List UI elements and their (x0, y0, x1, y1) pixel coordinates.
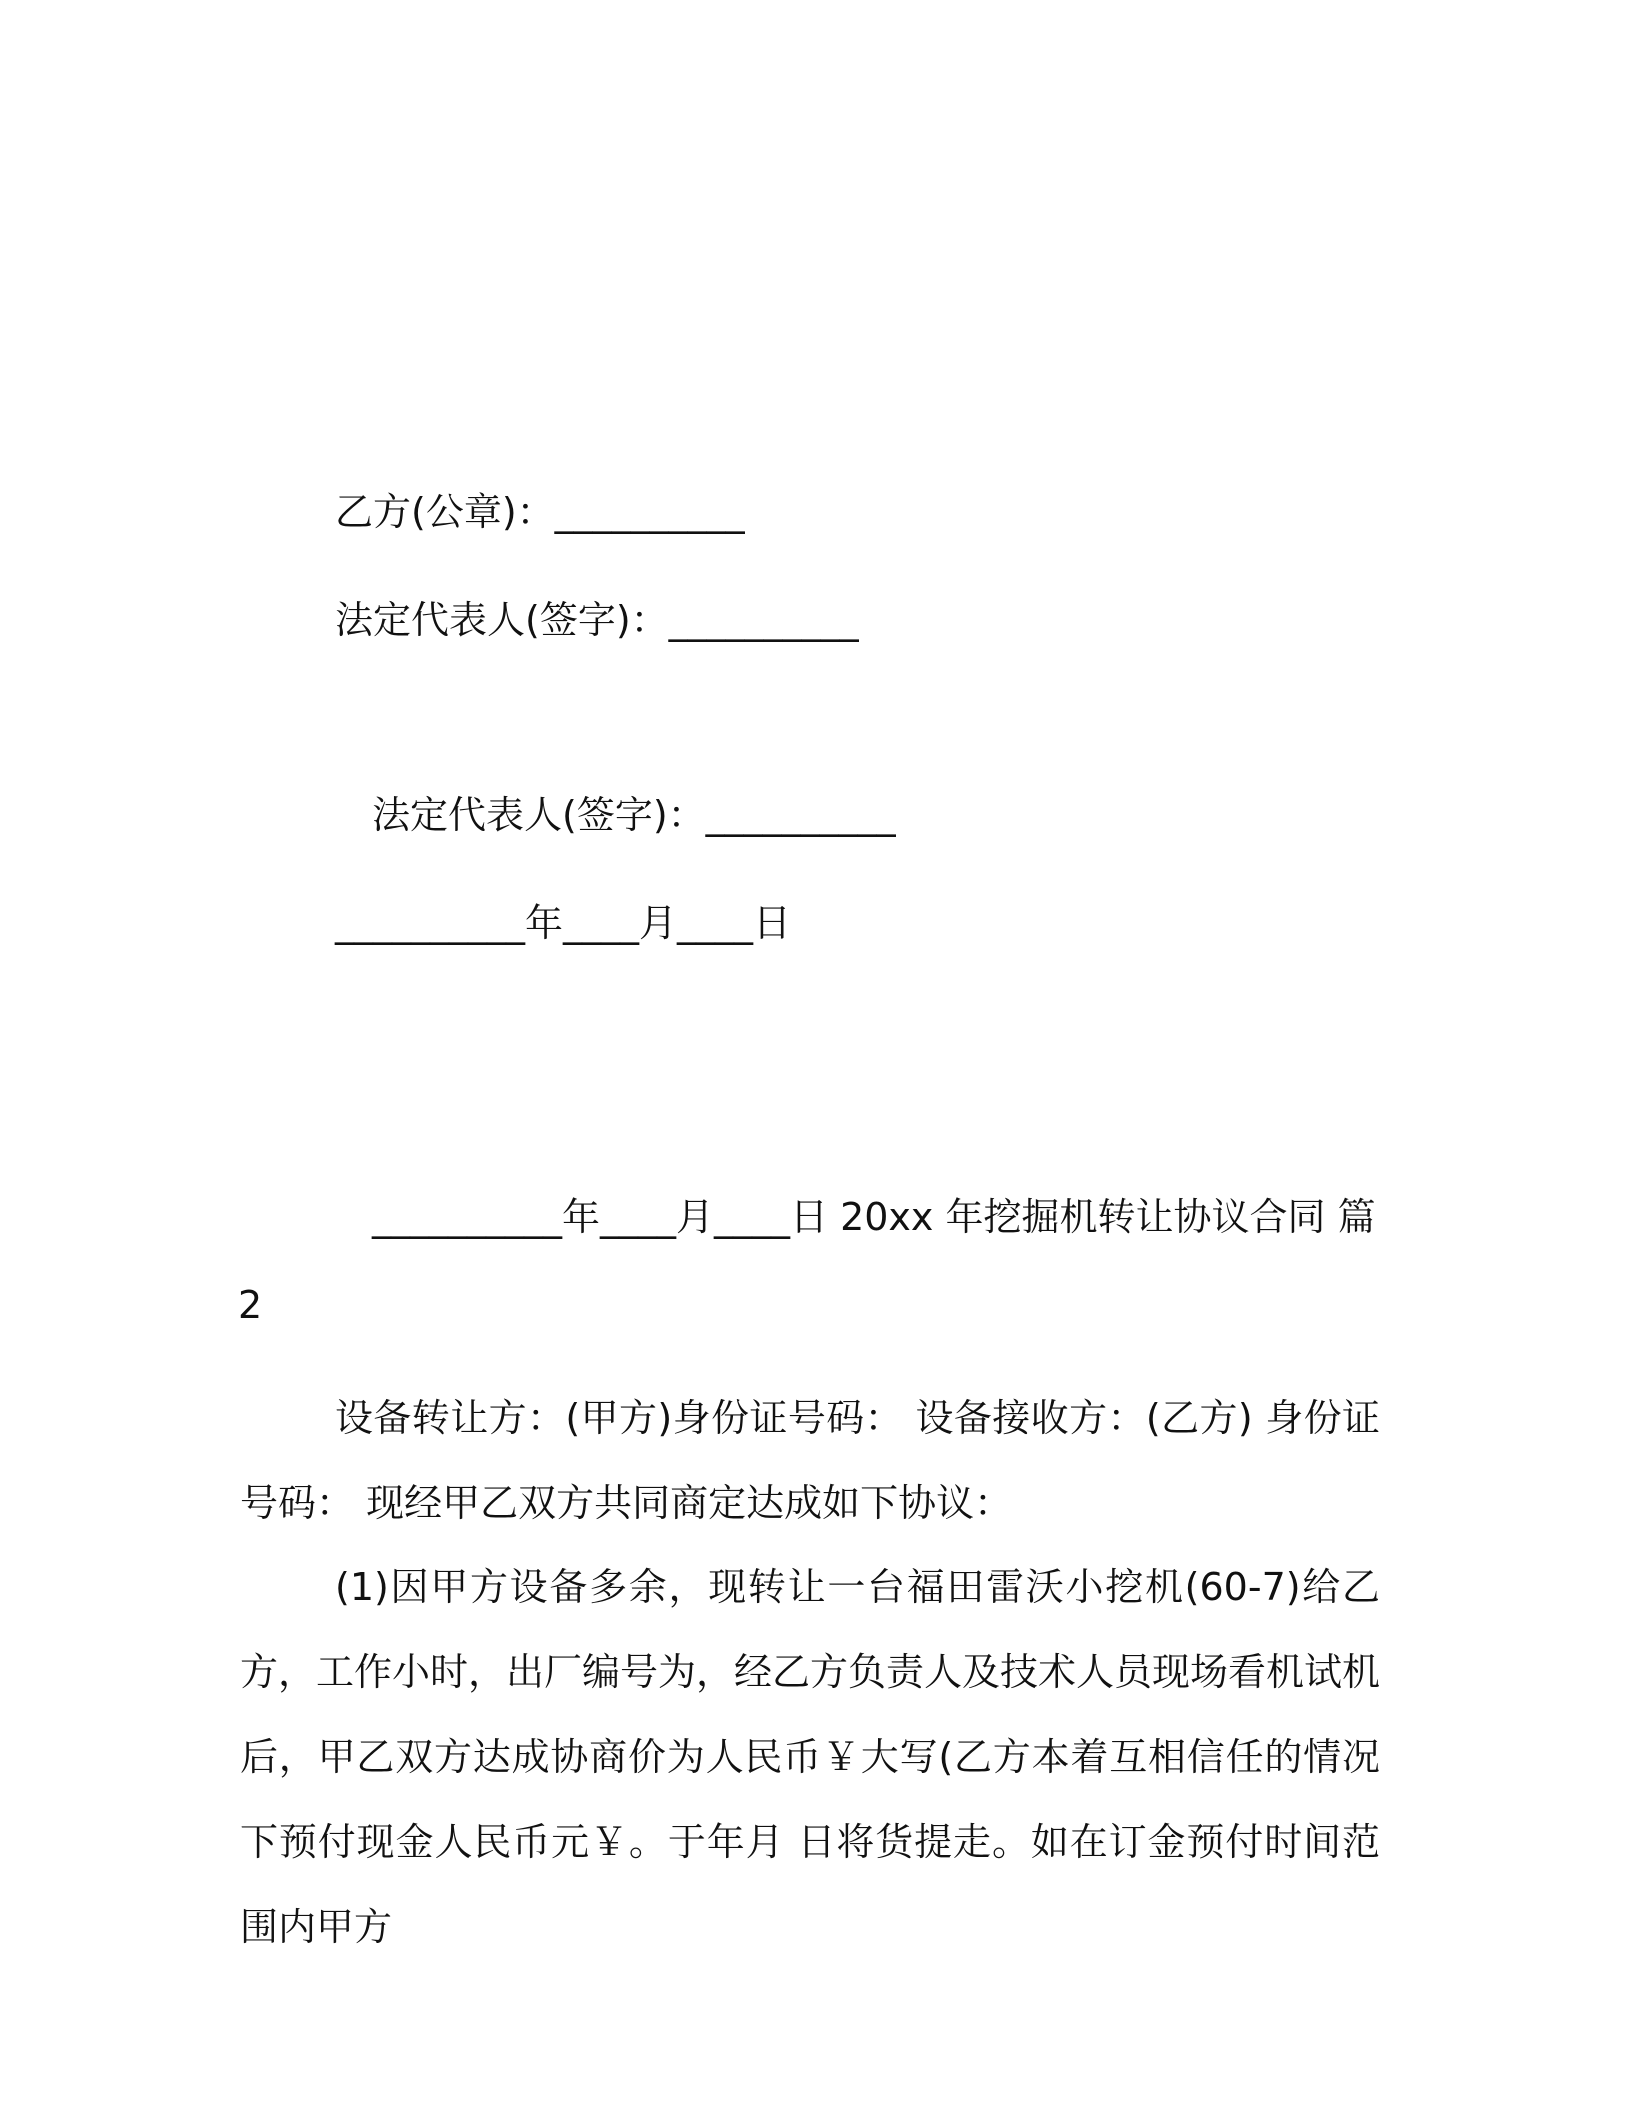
legal-representative-signature-line-2: 法定代表人(签字)：__________ (372, 793, 896, 837)
contract-title-line: __________年____月____日 20xx 年挖掘机转让协议合同 篇 (372, 1195, 1376, 1239)
parties-paragraph: 设备转让方：(甲方)身份证号码： 设备接收方：(乙方) 身份证号码： 现经甲乙双方共同商定达成如下协议： (240, 1396, 1380, 1525)
date-line: __________年____月____日 (335, 901, 792, 945)
contract-title-number: 2 (238, 1283, 263, 1327)
legal-representative-signature-line: 法定代表人(签字)：__________ (335, 598, 859, 642)
clause-1-paragraph: (1)因甲方设备多余，现转让一台福田雷沃小挖机(60-7)给乙方，工作小时，出厂编号为，经乙方负责人及技术人员现场看机试机后，甲乙双方达成协商价为人民币￥大写(乙方本着互相信任的情况下预付现金人民币元￥。于年月 日将货提走。如在订金预付时间范围内甲方 (240, 1565, 1381, 1949)
party-b-seal-line: 乙方(公章)：__________ (335, 490, 745, 534)
